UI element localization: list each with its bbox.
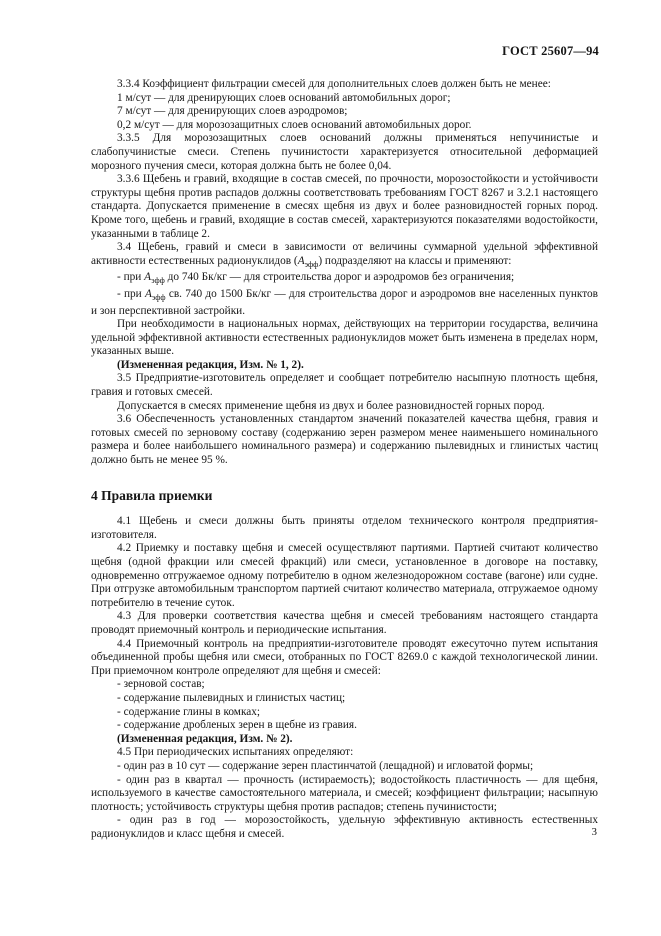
periodic-item-10-days: - один раз в 10 сут — содержание зерен пластинчатой (лещадной) и игловатой формы; [117, 759, 534, 772]
periodic-item-yearly: - один раз в год — морозостойкость, удельную эффективную активность естественных радионуклидов и класс щебня и смесей. [91, 814, 598, 840]
class-item-2-end: св. 740 до 1500 Бк/кг — для строительства дорог и аэродромов вне населенных пунктов и зон перспективной застройки. [91, 287, 598, 317]
list-item: - зерновой состав; [117, 678, 205, 691]
list-item: - содержание глины в комках; [117, 705, 261, 718]
class-item-2-start: - при [117, 287, 145, 300]
class-item-1 [91, 271, 598, 288]
filtration-item-airfields: 7 м/сут — для дренирующих слоев аэродромов; [117, 105, 348, 118]
activity-symbol: А [297, 254, 305, 267]
list-item: - содержание дробленых зерен в щебне из гравия. [117, 719, 357, 732]
paragraph-3-4-note: При необходимости в национальных нормах, действующих на территории государства, величина удельной эффективной активности естественных радионуклидов может быть изменена в пределах норм, указанных выше. [91, 318, 598, 358]
list-item: - содержание пылевидных и глинистых частиц; [117, 691, 346, 704]
paragraph-3-3-5: 3.3.5 Для морозозащитных слоев оснований должны применяться непучинистые и слабопучинистые смеси. Степень пучинистости характеризуется относительной деформацией морозного пучения смеси, которая должна быть не более 0,04. [91, 132, 598, 172]
page-number: 3 [591, 826, 597, 838]
filtration-item-roads: 1 м/сут — для дренирующих слоев оснований автомобильных дорог; [117, 91, 451, 104]
paragraph-4-2: 4.2 Приемку и поставку щебня и смесей осуществляют партиями. Партией считают количество щебня (одной фракции или смесей фракций) или смеси, установленное в договоре на поставку, одновременно отгружаемое одному потребителю в одном железнодорожном составе (вагоне) или судне. При отгрузке автомобильным транспортом партией считают количество материала, отгружаемое одному потребителю в течение суток. [91, 542, 598, 609]
paragraph-3-6: 3.6 Обеспеченность установленных стандартом значений показателей качества щебня, гравия и готовых смесей по зерновому составу (содержанию зерен размером менее наименьшего номинального размера и более наибольшего номинального размера) и содержанию пылевидных и глинистых частиц должно быть не менее 95 %. [91, 413, 598, 467]
activity-subscript: эфф [151, 276, 165, 286]
filtration-item-frost: 0,2 м/сут — для морозозащитных слоев оснований автомобильных дорог. [117, 118, 472, 131]
activity-subscript: эфф [304, 259, 319, 269]
paragraph-4-5: 4.5 При периодических испытаниях определяют: [117, 746, 354, 759]
activity-symbol: А [144, 287, 152, 300]
paragraph-3-4-end: ) подразделяют на классы и применяют: [318, 254, 512, 267]
page-body [91, 78, 598, 841]
paragraph-3-3-6: 3.3.6 Щебень и гравий, входящие в состав смесей, по прочности, морозостойкости и устойчивости структуры щебня против распадов должны соответствовать требованиям ГОСТ 8267 и 3.2.1 настоящего стандарта. Допускается применение в смесях щебня из двух и более разновидностей горных пород. Кроме того, щебень и гравий, входящие в состав смесей, характеризуются показателями водостойкости, указанными в таблице 2. [91, 173, 598, 240]
activity-subscript: эфф [151, 292, 166, 302]
paragraph-3-4 [91, 241, 598, 271]
paragraph-3-4-start: 3.4 Щебень, гравий и смеси в зависимости от величины суммарной удельной эффективной активности естественных радионуклидов ( [91, 241, 598, 267]
paragraph-4-3: 4.3 Для проверки соответствия качества щебня и смесей требованиям настоящего стандарта проводят приемочный контроль и периодические испытания. [91, 610, 598, 636]
class-item-1-end: до 740 Бк/кг — для строительства дорог и аэродромов без ограничения; [164, 271, 515, 284]
paragraph-3-5: 3.5 Предприятие-изготовитель определяет и сообщает потребителю насыпную плотность щебня, гравия и готовых смесей. [91, 372, 598, 399]
paragraph-4-1: 4.1 Щебень и смеси должны быть приняты отделом технического контроля предприятия-изготовителя. [91, 515, 598, 541]
paragraph-3-5-note: Допускается в смесях применение щебня из двух и более разновидностей горных пород. [117, 399, 545, 412]
activity-symbol: А [144, 271, 152, 284]
periodic-item-quarterly: - один раз в квартал — прочность (истираемость); водостойкость пластичность — для щебня, используемого в качестве самостоятельного материала, и смесей; коэффициент фильтрации; насыпную плотность; устойчивость структуры щебня против распадов; степень пучинистости; [91, 773, 598, 813]
class-item-2 [91, 288, 598, 318]
amendment-note-2: (Измененная редакция, Изм. № 2). [117, 732, 293, 745]
section-4-heading: 4 Правила приемки [91, 487, 213, 503]
paragraph-3-3-4: 3.3.4 Коэффициент фильтрации смесей для дополнительных слоев должен быть не менее: [117, 78, 551, 90]
class-item-1-start: - при [117, 271, 145, 284]
amendment-note-1: (Измененная редакция, Изм. № 1, 2). [117, 358, 304, 371]
paragraph-4-4: 4.4 Приемочный контроль на предприятии-изготовителе проводят ежесуточно путем испытания объединенной пробы щебня или смеси, отобранных по ГОСТ 8269.0 с каждой технологической линии. При приемочном контроле определяют для щебня и смесей: [91, 637, 598, 677]
document-header: ГОСТ 25607—94 [502, 44, 599, 58]
